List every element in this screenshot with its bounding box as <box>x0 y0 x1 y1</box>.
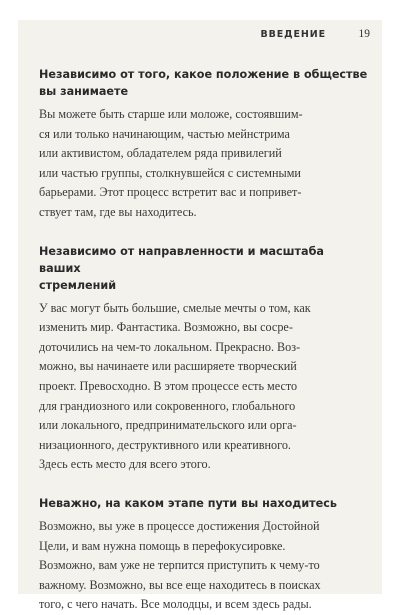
section-heading <box>39 66 369 100</box>
section-path-stage <box>39 495 369 615</box>
section-gap <box>39 223 369 243</box>
book-page <box>18 20 382 612</box>
text-line: Возможно, вам уже не терпится приступить к чему-то <box>39 558 320 573</box>
text-line: ся или только начинающим, частью мейнстрима <box>39 126 290 141</box>
text-line: Вы можете быть старше или моложе, состоявшим- <box>39 107 303 121</box>
page-content <box>39 66 369 615</box>
text-line: проект. Превосходно. В этом процессе есть место <box>39 378 298 393</box>
text-line: можно, вы начинаете или расширяете творческий <box>39 359 297 374</box>
text-line: Здесь есть место для всего этого. <box>39 457 211 472</box>
heading-line: Независимо от направленности и масштаба ваших <box>39 244 324 275</box>
text-line: Цели, и вам нужна помощь в перефокусировке. <box>39 538 286 553</box>
text-line: или локального, предпринимательского или орга- <box>39 418 297 433</box>
paragraph <box>39 517 369 615</box>
text-line: изменить мир. Фантастика. Возможно, вы сосре- <box>39 320 293 335</box>
section-heading <box>39 495 369 512</box>
text-line: или активистом, обладателем ряда привилегий <box>39 146 282 161</box>
heading-line: Неважно, на каком этапе пути вы находитесь <box>39 496 337 510</box>
heading-line: Независимо от того, какое положение в обществе <box>39 68 368 81</box>
text-line: барьерами. Этот процесс встретит вас и попривет- <box>39 185 302 200</box>
paragraph <box>39 299 369 475</box>
text-line: важному. Возможно, вы все еще находитесь в поисках <box>39 577 321 592</box>
text-line: ствует там, где вы находитесь. <box>39 204 197 219</box>
running-head <box>18 29 382 45</box>
page-number: 19 <box>358 28 370 40</box>
section-social-position <box>39 66 369 223</box>
section-aspirations <box>39 243 369 475</box>
text-line: для грандиозного или сокровенного, глобального <box>39 398 296 413</box>
paragraph <box>39 105 369 223</box>
text-line: или частью группы, столкнувшейся с системными <box>39 165 301 180</box>
heading-line: вы занимаете <box>39 85 129 98</box>
section-gap <box>39 475 369 495</box>
text-line: того, с чего начать. Все молодцы, и всем здесь рады. <box>39 597 312 612</box>
heading-line: стремлений <box>39 278 117 292</box>
text-line: доточились на чем-то локальном. Прекрасно. Воз- <box>39 339 301 354</box>
section-heading <box>39 243 369 294</box>
text-line: У вас могут быть большие, смелые мечты о том, как <box>39 300 311 315</box>
text-line: Возможно, вы уже в процессе достижения Достойной <box>39 518 320 533</box>
text-line: низационного, деструктивного или креативного. <box>39 437 291 452</box>
section-title: ВВЕДЕНИЕ <box>260 29 326 40</box>
